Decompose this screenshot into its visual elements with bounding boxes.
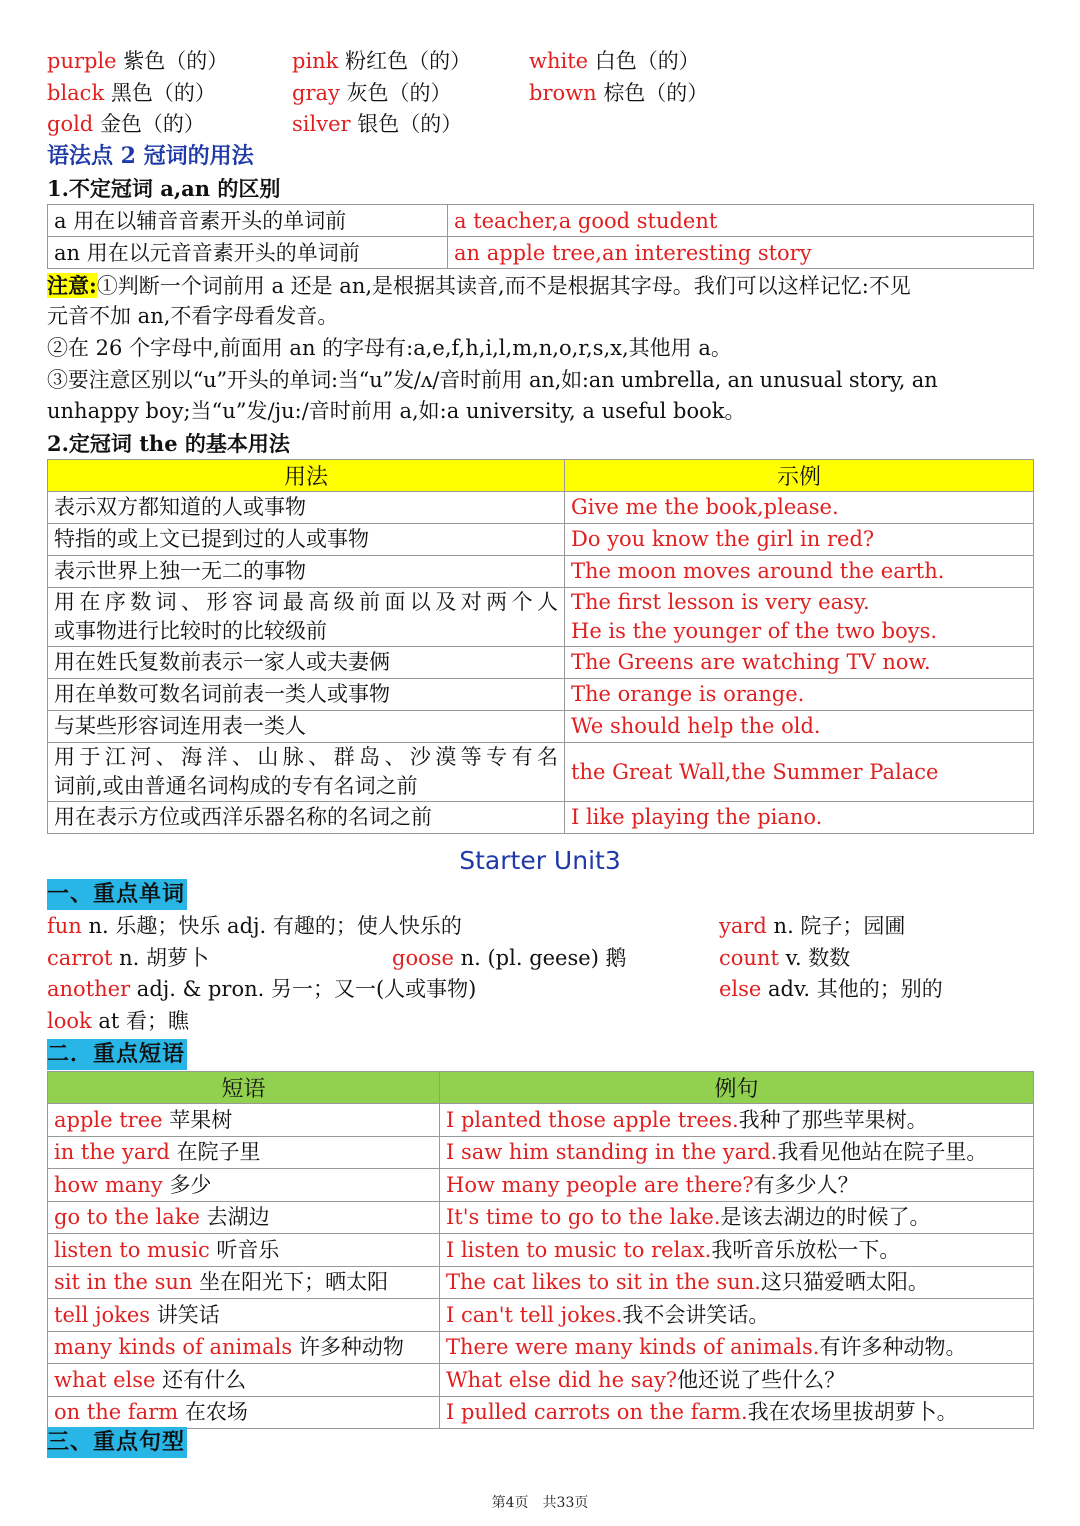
table-row bbox=[48, 1136, 1034, 1169]
note-text: ①判断一个词前用 a 还是 an,是根据其读音,而不是根据其字母。我们可以这样记忆:不见 bbox=[96, 274, 911, 298]
sentence-cell bbox=[440, 1104, 1034, 1137]
color-cn: 金色（的） bbox=[99, 112, 205, 136]
example-line: The first lesson is very easy. bbox=[571, 590, 870, 614]
color-en: black bbox=[47, 80, 105, 105]
header-sentence: 例句 bbox=[440, 1072, 1034, 1104]
phrase-en: on the farm bbox=[54, 1400, 179, 1425]
color-item bbox=[529, 78, 708, 110]
indefinite-article-table bbox=[47, 204, 1034, 269]
table-header-row bbox=[48, 1072, 1034, 1104]
table-row bbox=[48, 679, 1034, 711]
usage-line: 用在序数词、形容词最高级前面以及对两个人 bbox=[54, 590, 558, 614]
usage-cell bbox=[48, 802, 565, 834]
sentence-en: The cat likes to sit in the sun. bbox=[446, 1270, 761, 1295]
indefinite-article-title: 1.不定冠词 a,an 的区别 bbox=[47, 176, 281, 201]
usage-cell bbox=[48, 524, 565, 556]
example-cell: an apple tree,an interesting story bbox=[448, 237, 1034, 269]
color-cn: 灰色（的） bbox=[346, 80, 452, 105]
phrase-cn: 在院子里 bbox=[169, 1140, 261, 1165]
example-line: The moon moves around the earth. bbox=[571, 559, 945, 583]
rule-cell: a 用在以辅音音素开头的单词前 bbox=[48, 205, 448, 237]
usage-cell bbox=[48, 492, 565, 524]
table-row bbox=[48, 1364, 1034, 1397]
vocab-cn: at 看；瞧 bbox=[91, 1009, 190, 1033]
phrase-en: tell jokes bbox=[54, 1302, 151, 1327]
example-cell bbox=[565, 647, 1034, 679]
phrase-table bbox=[47, 1071, 1034, 1429]
color-item bbox=[292, 109, 462, 141]
phrase-en: go to the lake bbox=[54, 1205, 200, 1230]
table-row bbox=[48, 1396, 1034, 1429]
vocab-en: yard bbox=[719, 914, 767, 938]
header-usage: 用法 bbox=[48, 460, 565, 492]
color-item bbox=[292, 46, 471, 78]
note-line: 元音不加 an,不看字母看发音。 bbox=[47, 304, 339, 328]
sentence-cn: 有许多种动物。 bbox=[819, 1335, 967, 1360]
table-row bbox=[48, 802, 1034, 834]
example-cell bbox=[565, 524, 1034, 556]
example-cell bbox=[565, 492, 1034, 524]
usage-line: 与某些形容词连用表一类人 bbox=[54, 714, 306, 738]
phrase-cn: 多少 bbox=[162, 1172, 212, 1197]
header-phrase: 短语 bbox=[48, 1072, 440, 1104]
color-en: silver bbox=[292, 112, 351, 136]
phrase-cell bbox=[48, 1364, 440, 1397]
color-en: white bbox=[529, 49, 589, 73]
example-line: Do you know the girl in red? bbox=[571, 527, 875, 551]
example-cell bbox=[565, 743, 1034, 802]
grammar-point-title: 语法点 2 冠词的用法 bbox=[47, 143, 254, 169]
vocab-item-fun bbox=[47, 911, 462, 943]
sentence-cell bbox=[440, 1201, 1034, 1234]
definite-article-table bbox=[47, 459, 1034, 834]
phrase-en: listen to music bbox=[54, 1237, 210, 1262]
phrase-cn: 讲笑话 bbox=[150, 1302, 220, 1327]
sentence-cn: 我在农场里拔胡萝卜。 bbox=[747, 1400, 958, 1425]
vocab-cn: n. 胡萝卜 bbox=[112, 946, 210, 970]
color-item bbox=[47, 78, 216, 110]
color-en: pink bbox=[292, 49, 339, 73]
sentence-en: It's time to go to the lake. bbox=[446, 1205, 721, 1230]
color-cn: 银色（的） bbox=[357, 112, 463, 136]
sentence-en: What else did he say? bbox=[446, 1367, 678, 1392]
vocab-item-carrot bbox=[47, 943, 209, 975]
sentence-cell bbox=[440, 1266, 1034, 1299]
color-cn: 白色（的） bbox=[594, 49, 700, 73]
note-line bbox=[47, 270, 1034, 302]
sentence-cell bbox=[440, 1136, 1034, 1169]
phrase-cell bbox=[48, 1299, 440, 1332]
phrase-cn: 许多种动物 bbox=[292, 1335, 404, 1360]
example-line: We should help the old. bbox=[571, 714, 821, 738]
phrase-cn: 苹果树 bbox=[162, 1107, 233, 1132]
usage-cell bbox=[48, 647, 565, 679]
table-row bbox=[48, 1331, 1034, 1364]
sentence-cn: 他还说了些什么？ bbox=[677, 1367, 846, 1392]
table-row bbox=[48, 492, 1034, 524]
phrase-cell bbox=[48, 1234, 440, 1267]
phrase-cell bbox=[48, 1266, 440, 1299]
vocab-en: carrot bbox=[47, 946, 113, 970]
color-cn: 黑色（的） bbox=[110, 80, 216, 105]
usage-line: 用于江河、海洋、山脉、群岛、沙漠等专有名 bbox=[54, 745, 558, 769]
sentence-cell bbox=[440, 1169, 1034, 1202]
sentence-en: I pulled carrots on the farm. bbox=[446, 1400, 748, 1425]
vocab-cn: n. (pl. geese) 鹅 bbox=[453, 946, 627, 970]
table-row bbox=[48, 237, 1034, 269]
usage-line: 表示世界上独一无二的事物 bbox=[54, 559, 306, 583]
sentence-en: I can't tell jokes. bbox=[446, 1302, 623, 1327]
sentence-cn: 我看见他站在院子里。 bbox=[777, 1140, 988, 1165]
sentence-cn: 我听音乐放松一下。 bbox=[711, 1237, 901, 1262]
color-cn: 粉红色（的） bbox=[345, 49, 472, 73]
vocab-en: fun bbox=[47, 914, 82, 938]
sentence-cell bbox=[440, 1299, 1034, 1332]
example-line: The orange is orange. bbox=[571, 682, 805, 706]
color-cn: 紫色（的） bbox=[123, 49, 229, 73]
color-en: gold bbox=[47, 112, 94, 136]
example-cell bbox=[565, 556, 1034, 588]
table-row bbox=[48, 588, 1034, 647]
table-row bbox=[48, 1266, 1034, 1299]
phrase-cell bbox=[48, 1331, 440, 1364]
vocab-item-another bbox=[47, 974, 476, 1006]
sentence-cell bbox=[440, 1364, 1034, 1397]
sentence-cell bbox=[440, 1234, 1034, 1267]
usage-cell bbox=[48, 679, 565, 711]
example-line: I like playing the piano. bbox=[571, 805, 823, 829]
unit-title: Starter Unit3 bbox=[459, 846, 621, 875]
color-en: purple bbox=[47, 49, 117, 73]
phrase-cell bbox=[48, 1169, 440, 1202]
sentence-en: I planted those apple trees. bbox=[446, 1107, 739, 1132]
color-row bbox=[47, 78, 1037, 110]
color-en: gray bbox=[292, 80, 340, 105]
vocab-item-yard bbox=[719, 911, 905, 943]
table-row bbox=[48, 524, 1034, 556]
example-line: the Great Wall,the Summer Palace bbox=[571, 759, 939, 784]
vocab-item-count bbox=[719, 943, 850, 975]
table-header-row bbox=[48, 460, 1034, 492]
phrase-en: how many bbox=[54, 1172, 163, 1197]
vocab-en: another bbox=[47, 977, 131, 1001]
vocab-cn: v. 数数 bbox=[778, 946, 851, 970]
vocab-en: look bbox=[47, 1009, 92, 1033]
table-row bbox=[48, 1201, 1034, 1234]
sentence-cn: 我种了那些苹果树。 bbox=[738, 1107, 928, 1132]
vocab-item-else bbox=[719, 974, 943, 1006]
table-row bbox=[48, 556, 1034, 588]
usage-cell bbox=[48, 588, 565, 647]
usage-line: 用在表示方位或西洋乐器名称的名词之前 bbox=[54, 805, 432, 829]
sentence-cn: 这只猫爱晒太阳。 bbox=[760, 1270, 929, 1295]
phrase-en: what else bbox=[54, 1367, 156, 1392]
example-cell bbox=[565, 588, 1034, 647]
phrase-cn: 还有什么 bbox=[155, 1367, 247, 1392]
example-cell bbox=[565, 679, 1034, 711]
rule-cell: an 用在以元音音素开头的单词前 bbox=[48, 237, 448, 269]
phrase-en: many kinds of animals bbox=[54, 1335, 293, 1360]
example-cell bbox=[565, 711, 1034, 743]
table-row bbox=[48, 1234, 1034, 1267]
phrase-cn: 在农场 bbox=[178, 1400, 248, 1425]
color-item bbox=[529, 46, 700, 78]
sentence-cell bbox=[440, 1331, 1034, 1364]
table-row bbox=[48, 1104, 1034, 1137]
example-cell: a teacher,a good student bbox=[448, 205, 1034, 237]
usage-line: 或事物进行比较时的比较级前 bbox=[54, 619, 327, 643]
header-example: 示例 bbox=[565, 460, 1034, 492]
vocab-cn: adj. & pron. 另一；又一(人或事物) bbox=[130, 977, 477, 1001]
phrase-cell bbox=[48, 1104, 440, 1137]
vocab-en: else bbox=[719, 977, 762, 1001]
example-cell bbox=[565, 802, 1034, 834]
phrase-cn: 坐在阳光下；晒太阳 bbox=[192, 1270, 389, 1295]
sentence-en: How many people are there? bbox=[446, 1172, 754, 1197]
vocab-cn: n. 院子；园圃 bbox=[766, 914, 906, 938]
phrase-en: sit in the sun bbox=[54, 1270, 193, 1295]
section-heading-words: 一、重点单词 bbox=[47, 879, 187, 910]
color-row bbox=[47, 109, 1037, 141]
sentence-en: I saw him standing in the yard. bbox=[446, 1140, 778, 1165]
section-heading-sentences: 三、重点句型 bbox=[47, 1427, 187, 1458]
usage-line: 词前,或由普通名词构成的专有名词之前 bbox=[54, 774, 418, 798]
sentence-en: There were many kinds of animals. bbox=[446, 1335, 820, 1360]
usage-line: 用在单数可数名词前表一类人或事物 bbox=[54, 682, 390, 706]
sentence-en: I listen to music to relax. bbox=[446, 1237, 712, 1262]
table-row bbox=[48, 711, 1034, 743]
color-item bbox=[292, 78, 452, 110]
section-heading-phrases: 二．重点短语 bbox=[47, 1039, 187, 1070]
phrase-cn: 去湖边 bbox=[199, 1205, 270, 1230]
color-item bbox=[47, 46, 228, 78]
phrase-en: apple tree bbox=[54, 1107, 163, 1132]
phrase-cell bbox=[48, 1136, 440, 1169]
usage-cell bbox=[48, 556, 565, 588]
table-row bbox=[48, 743, 1034, 802]
color-vocab-grid bbox=[47, 46, 1037, 141]
vocab-item-look bbox=[47, 1006, 189, 1038]
page-footer: 第4页 共33页 bbox=[491, 1495, 589, 1511]
vocab-en: goose bbox=[392, 946, 454, 970]
color-item bbox=[47, 109, 205, 141]
note-line: ③要注意区别以“u”开头的单词:当“u”发/ʌ/音时前用 an,如:an umbrella, an unusual story, an bbox=[47, 368, 938, 392]
note-label: 注意: bbox=[47, 273, 97, 298]
phrase-cell bbox=[48, 1396, 440, 1429]
table-row bbox=[48, 1299, 1034, 1332]
example-line: Give me the book,please. bbox=[571, 495, 839, 519]
color-cn: 棕色（的） bbox=[603, 80, 709, 105]
sentence-cell bbox=[440, 1396, 1034, 1429]
usage-cell bbox=[48, 711, 565, 743]
table-row bbox=[48, 1169, 1034, 1202]
phrase-cn: 听音乐 bbox=[209, 1237, 280, 1262]
example-line: He is the younger of the two boys. bbox=[571, 619, 938, 643]
color-row bbox=[47, 46, 1037, 78]
table-row bbox=[48, 647, 1034, 679]
phrase-cell bbox=[48, 1201, 440, 1234]
vocab-en: count bbox=[719, 946, 779, 970]
example-line: The Greens are watching TV now. bbox=[571, 650, 931, 674]
note-line: ②在 26 个字母中,前面用 an 的字母有:a,e,f,h,i,l,m,n,o,r,s,x,其他用 a。 bbox=[47, 336, 732, 360]
sentence-cn: 是该去湖边的时候了。 bbox=[720, 1205, 931, 1230]
vocab-cn: n. 乐趣；快乐 adj. 有趣的；使人快乐的 bbox=[81, 914, 462, 938]
usage-line: 用在姓氏复数前表示一家人或夫妻俩 bbox=[54, 650, 390, 674]
vocab-item-goose bbox=[392, 943, 627, 975]
color-en: brown bbox=[529, 80, 597, 105]
vocab-cn: adv. 其他的；别的 bbox=[761, 977, 943, 1001]
phrase-en: in the yard bbox=[54, 1140, 170, 1165]
definite-article-title: 2.定冠词 the 的基本用法 bbox=[47, 431, 290, 456]
usage-line: 表示双方都知道的人或事物 bbox=[54, 495, 306, 519]
table-row bbox=[48, 205, 1034, 237]
usage-line: 特指的或上文已提到过的人或事物 bbox=[54, 527, 369, 551]
sentence-cn: 我不会讲笑话。 bbox=[622, 1302, 770, 1327]
note-line: unhappy boy;当“u”发/ju:/音时前用 a,如:a university, a useful book。 bbox=[47, 399, 746, 423]
usage-cell bbox=[48, 743, 565, 802]
sentence-cn: 有多少人？ bbox=[753, 1172, 859, 1197]
